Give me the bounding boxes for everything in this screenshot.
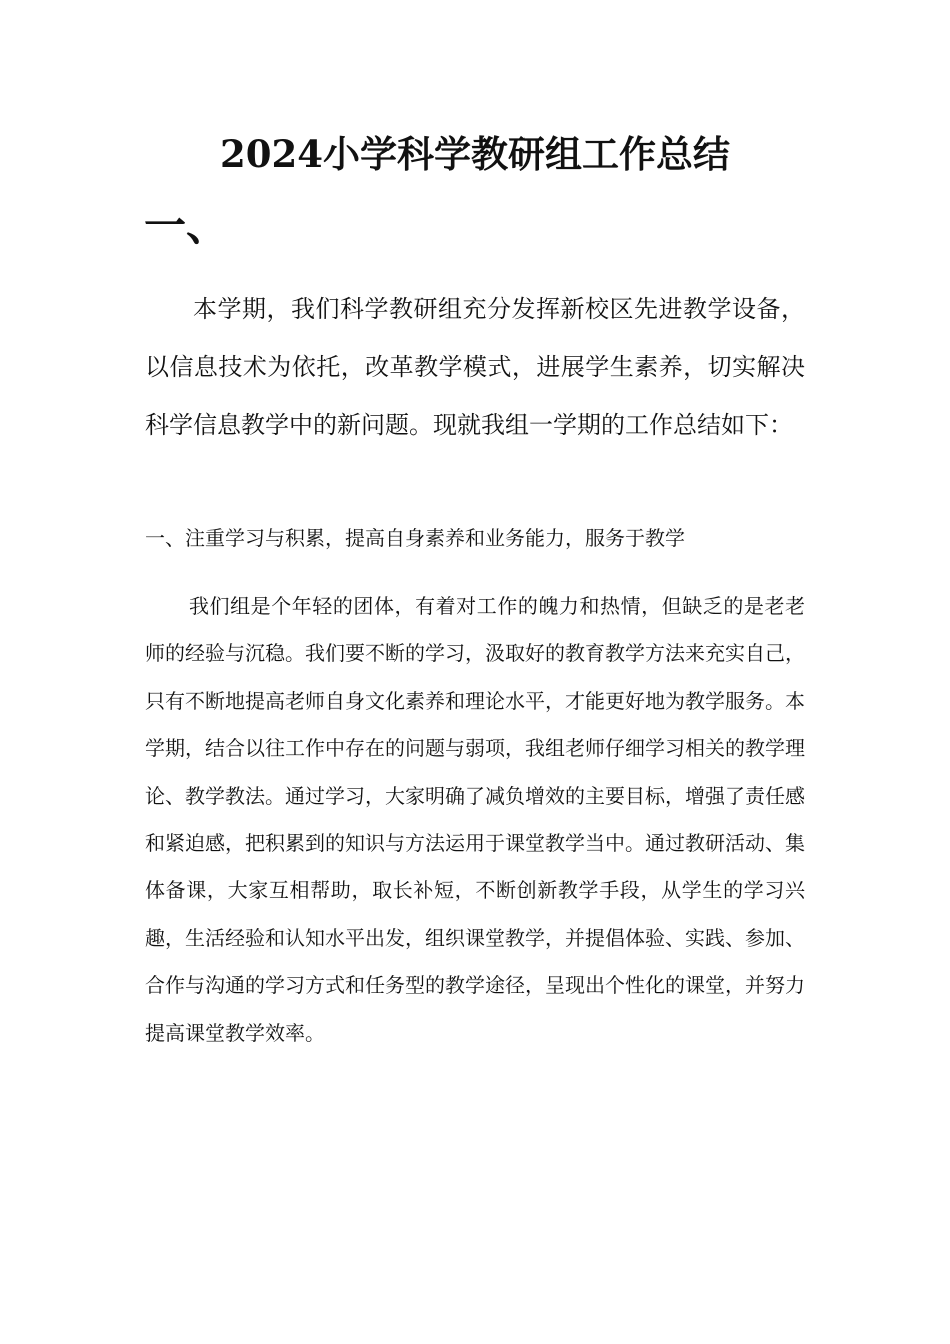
section-heading: 一、注重学习与积累，提高自身素养和业务能力，服务于教学 [145,526,685,550]
body-paragraph: 我们组是个年轻的团体，有着对工作的魄力和热情，但缺乏的是老老师的经验与沉稳。我们要不断的学习，汲取好的教育教学方法来充实自己，只有不断地提高老师自身文化素养和理论水平，才能更好地为教学服务。本学期，结合以往工作中存在的问题与弱项，我组老师仔细学习相关的教学理论、教学教法。通过学习，大家明确了减负增效的主要目标，增强了责任感和紧迫感，把积累到的知识与方法运用于课堂教学当中。通过教研活动、集体备课，大家互相帮助，取长补短，不断创新教学手段，从学生的学习兴趣，生活经验和认知水平出发，组织课堂教学，并提倡体验、实践、参加、合作与沟通的学习方式和任务型的教学途径，呈现出个性化的课堂，并努力提高课堂教学效率。 [145,594,805,1045]
section-number: 一、 [144,201,229,250]
document-title: 2024小学科学教研组工作总结 [220,132,730,176]
intro-paragraph: 本学期，我们科学教研组充分发挥新校区先进教学设备，以信息技术为依托，改革教学模式，进展学生素养，切实解决科学信息教学中的新问题。现就我组一学期的工作总结如下： [145,295,805,439]
